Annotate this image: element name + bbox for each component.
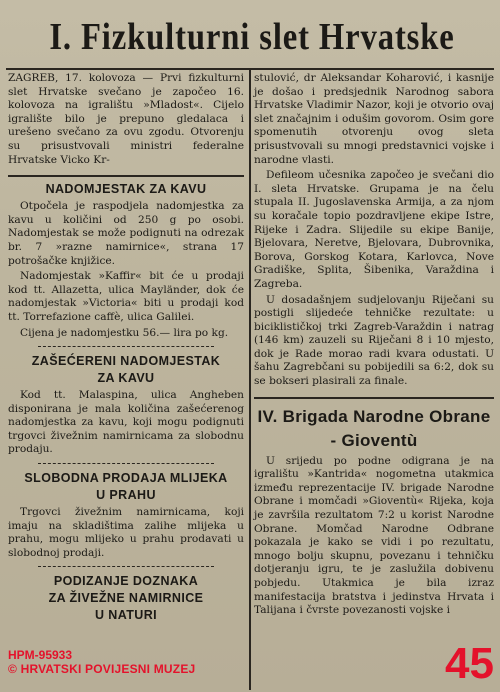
section3-paragraph: Trgovci živežnim namirnicama, koji imaju na skladištima zalihe mlijeka u prahu, mogu mlijeko u prahu prodavati u slobodnoj prodaji. xyxy=(8,506,244,559)
archive-id: HPM-95933 xyxy=(8,648,73,662)
page-headline: I. Fizkulturni slet Hrvatske xyxy=(49,16,455,58)
copyright-notice: © HRVATSKI POVIJESNI MUZEJ xyxy=(8,662,196,676)
right-column xyxy=(254,72,494,618)
section4-heading-line1: PODIZANJE DOZNAKA xyxy=(53,574,199,589)
section2-heading-line1: ZAŠEĆERENI NADOMJESTAK xyxy=(31,354,221,369)
section3-heading-line2: U PRAHU xyxy=(96,488,156,503)
section3-heading-line1: SLOBODNA PRODAJA MLIJEKA xyxy=(24,471,228,486)
section-divider xyxy=(254,397,494,399)
section1-paragraph: Nadomjestak »Kaffir« bit će u prodaji kod tt. Allazetta, ulica Mayländer, dok će nadomjestak »Victoria« biti u prodaji kod tt. Torrefazione caffè, ulica Galilei. xyxy=(8,270,244,323)
section-divider xyxy=(38,346,214,347)
section2-paragraph: Kod tt. Malaspina, ulica Angheben disponirana je mala količina zašećerenog nadomjestka za kavu, koji mogu podignuti trgovci živežnim namirnicama za slobodnu prodaju. xyxy=(8,389,244,456)
section-divider xyxy=(38,566,214,567)
section1-paragraph: Cijena je nadomjestku 56.— lira po kg. xyxy=(20,326,229,339)
right-paragraph: U srijedu po podne odigrana je na igralištu »Kantrida« nogometna utakmica između reprezentacije IV. brigade Narodne Obrane i momčadi »Gioventù« Rijeka, koja je završila rezultatom 7:2 u korist Narodne Obrane. Momčad Narodne Odbrane pokazala je kako se vidi i po rezultatu, mnogo bolju skupnu, povezanu i tehničku dotjeranju igru, te je zaslužila dobivenu pobjedu. Utakmica je bila izraz manifestacija bratstva i jedinstva Hrvata i Talijana i čvrste povezanosti vojske i xyxy=(254,454,494,617)
left-column xyxy=(8,72,244,624)
section4-heading-line3: U NATURI xyxy=(95,608,157,623)
section4-heading-line2: ZA ŽIVEŽNE NAMIRNICE xyxy=(48,591,204,606)
brigade-heading-line2: - Gioventù xyxy=(330,430,418,450)
section-divider xyxy=(8,175,244,177)
intro-paragraph: ZAGREB, 17. kolovoza — Prvi fizkulturni slet Hrvatske svečano je započeo 16. kolovoza na igralištu »Mladost«. Cijelo igralište bilo je prepuno gledalaca i urešeno svečano za ovu zgodu. Otvorenju su prisustvovali ministri federalne Hrvatske Vicko Kr- xyxy=(8,72,244,166)
right-paragraph: stulović, dr Aleksandar Koharović, i kasnije je došao i predsjednik Narodnog sabora Hrvatske Vladimir Nazor, koji je otvorio ovaj slet značajnim i odušim govorom. Osim gore spomenutih otvorenju ovog sleta prisustvovali su mnogi predstavnici vojske i narodne vlasti. xyxy=(254,72,494,166)
brigade-heading-line1: IV. Brigada Narodne Obrane xyxy=(257,406,491,426)
section1-heading: NADOMJESTAK ZA KAVU xyxy=(45,182,207,197)
page-number: 45 xyxy=(445,639,494,688)
section2-heading-line2: ZA KAVU xyxy=(97,371,155,386)
section1-paragraph: Otpočela je raspodjela nadomjestka za kavu u količini od 250 g po osobi. Nadomjestak se može podignuti na odrezak br. 7 »razne namirnice«, strana 17 potrošačke knjižice. xyxy=(8,200,244,267)
right-paragraph: Defileom učesnika započeo je svečani dio I. sleta Hrvatske. Grupama je na čelu stupala II. Jugoslavenska Armija, a za njom su koračale topio pozdravljene ekipe Istre, Rijeke i Zadra. Slijedile su ekipe Banije, Bjelovara, Neretve, Bjelovara, Dubrovnika, Borova, Gorskog Kotara, Karlovca, Nove Gradiške, Splita, Šibenika, Varaždina i Zagreba. xyxy=(254,169,494,290)
right-paragraph: U dosadašnjem sudjelovanju Riječani su postigli slijedeće tehničke rezultate: u biciklističkoj trki Zagreb-Varaždin i natrag (146 km) zauzeli su Riječani 8 i 10 mjesto, dok je Rade morao radi kvara odustati. U šahu Zagrebčani su pobijedili sa 6:2, dok su se bokseri plasirali za finale. xyxy=(254,293,494,388)
column-divider xyxy=(249,70,251,690)
section-divider xyxy=(38,463,214,464)
